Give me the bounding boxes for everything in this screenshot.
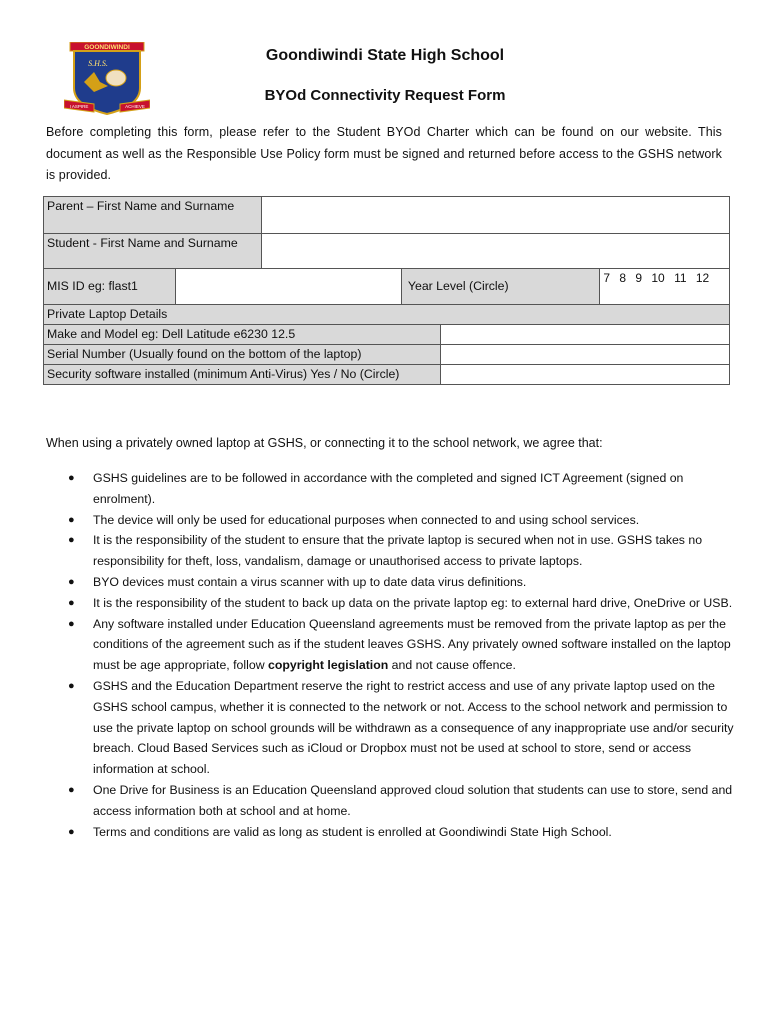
security-software-label: Security software installed (minimum Anti-Virus) Yes / No (Circle) [44,365,441,385]
crest-motto-left: I ASPIRE [69,104,89,109]
mis-id-field[interactable] [176,269,402,305]
laptop-details-heading: Private Laptop Details [44,305,730,325]
copyright-emphasis: copyright legislation [268,658,389,673]
list-item: ● GSHS and the Education Department reserve the right to restrict access and use of any private laptop used on the GSHS school campus, whether it is connected to the network or not. Access to the school network and permission to use the private laptop on school grounds will be withdrawn as a consequence of any inappropriate use and/or security breach. Cloud Based Services such as iCloud or Dropbox must not be used at school to store, send or access information at school. [46,676,736,780]
list-item: ● It is the responsibility of the student to ensure that the private laptop is secured when not in use. GSHS takes no responsibility for theft, loss, vandalism, damage or unauthorised access to private laptops. [46,530,736,572]
bullet-icon: ● [68,513,75,526]
intro-paragraph: Before completing this form, please refer to the Student BYOd Charter which can be found on our website. This document as well as the Responsible Use Policy form must be signed and returned before access to the GSHS network is provided. [46,125,722,182]
bullet-icon: ● [68,825,75,838]
bullet-icon: ● [68,472,75,484]
crest-motto-right: ACHIEVE [125,104,145,109]
parent-name-field[interactable] [262,197,730,234]
list-item: ● BYO devices must contain a virus scanner with up to date data virus definitions. [46,572,736,593]
make-model-label: Make and Model eg: Dell Latitude e6230 12.5 [44,325,441,345]
request-form-table [43,196,730,385]
list-item: ● It is the responsibility of the student to back up data on the private laptop eg: to external hard drive, OneDrive or USB. [46,593,736,614]
make-model-field[interactable] [440,325,729,345]
agreement-intro: When using a privately owned laptop at GSHS, or connecting it to the school network, we agree that: [46,436,603,450]
security-software-field[interactable] [440,365,729,385]
serial-number-label: Serial Number (Usually found on the bottom of the laptop) [44,345,441,365]
form-title: BYOd Connectivity Request Form [264,87,506,104]
student-name-field[interactable] [262,234,730,269]
year-level-options[interactable]: 7 8 9 10 11 12 [600,269,730,305]
list-item: ● Any software installed under Education Queensland agreements must be removed from the private laptop as per the conditions of the agreement such as if the student leaves GSHS. Any privately owned software installed on the laptop must be age appropriate, follow copyright legislation and not cause offence. [46,614,736,676]
bullet-icon: ● [68,617,75,630]
serial-number-field[interactable] [440,345,729,365]
list-item: ● The device will only be used for educational purposes when connected to and using school services. [46,510,736,531]
mis-id-label: MIS ID eg: flast1 [44,269,176,305]
agreement-list [46,468,736,842]
crest-initials: S.H.S. [88,59,108,68]
school-name: Goondiwindi State High School [265,47,505,64]
student-name-label: Student - First Name and Surname [44,234,262,269]
list-item: ● GSHS guidelines are to be followed in accordance with the completed and signed ICT Agreement (signed on enrolment). [46,468,736,510]
bullet-icon: ● [68,596,75,609]
bullet-icon: ● [68,534,75,547]
bullet-icon: ● [68,679,75,692]
list-item: ● One Drive for Business is an Education Queensland approved cloud solution that students can use to store, send and access information both at school and at home. [46,780,736,822]
parent-name-label: Parent – First Name and Surname [44,197,262,234]
bullet-icon: ● [68,575,75,588]
year-level-label: Year Level (Circle) [401,269,599,305]
bullet-icon: ● [68,783,75,796]
list-item: ● Terms and conditions are valid as long as student is enrolled at Goondiwindi State High School. [46,822,736,843]
crest-banner-text: GOONDIWINDI [84,44,130,51]
